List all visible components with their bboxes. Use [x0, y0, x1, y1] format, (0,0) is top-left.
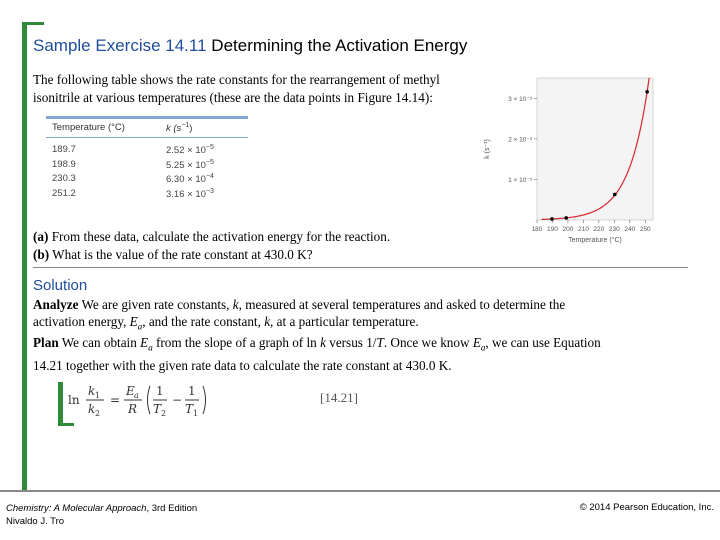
- analyze-paragraph: [33, 296, 618, 336]
- x-tick-label: 210: [577, 226, 589, 233]
- analyze-text: We are given rate constants, k, measured at several temperatures and asked to determine the activation energy, $E_a$, and the rate constant, k, at a particular temperature.: [33, 297, 566, 332]
- x-tick-label: 180: [531, 226, 543, 233]
- footer-copyright: © 2014 Pearson Education, Inc.: [579, 502, 714, 513]
- plan-paragraph: [33, 334, 618, 374]
- svg-text:2: 2: [95, 409, 101, 418]
- chart-svg: [475, 70, 660, 250]
- y-tick-label: 1 × 10⁻³: [508, 176, 532, 184]
- table-top-rule: [46, 116, 248, 119]
- table-header-k: k $(s^{-1})$: [166, 122, 193, 135]
- table-cell-temperature: 189.7: [52, 144, 76, 155]
- data-point: [564, 216, 568, 220]
- data-point: [613, 193, 617, 197]
- title-exercise-number: Sample Exercise 14.11: [33, 36, 207, 55]
- table-cell-temperature: 251.2: [52, 187, 76, 199]
- rate-vs-temperature-chart: [475, 70, 660, 250]
- svg-text:1: 1: [156, 384, 164, 398]
- svg-text:T: T: [185, 402, 194, 416]
- table-cell-k: $5.25 \times 10^{-5}$: [166, 158, 214, 171]
- x-tick-label: 200: [562, 226, 574, 233]
- x-tick-label: 220: [593, 226, 605, 233]
- question-a: (a) From these data, calculate the activation energy for the reaction.: [33, 229, 391, 244]
- svg-text:ln: ln: [68, 393, 80, 407]
- data-point: [550, 217, 554, 221]
- solution-heading: Solution: [33, 277, 88, 294]
- footer-citation: [6, 502, 197, 528]
- plan-label: Plan: [33, 335, 59, 350]
- table-cell-k: $2.52 \times 10^{-5}$: [166, 144, 214, 157]
- table-cell-temperature: 198.9: [52, 158, 76, 170]
- question-text: [33, 228, 463, 264]
- svg-text:1: 1: [95, 391, 101, 400]
- equation-number: [14.21]: [320, 390, 358, 405]
- svg-text:1: 1: [193, 409, 199, 418]
- footer-rule: [0, 490, 720, 492]
- y-tick-label: 3 × 10⁻³: [508, 95, 532, 103]
- plan-text: We can obtain $E_a$ from the slope of a graph of ln k versus 1/T. Once we know $E_a$, we can use Equation 14.21 together with the given rate data to calculate the rate constant at 430.0 K.: [33, 335, 601, 373]
- table-header-temperature: Temperature (°C): [52, 122, 125, 133]
- analyze-label: Analyze: [33, 297, 79, 312]
- footer-edition: , 3rd Edition: [146, 503, 198, 514]
- x-tick-label: 190: [547, 226, 558, 233]
- question-b: (b) What is the value of the rate constant at 430.0 K?: [33, 247, 313, 262]
- section-separator: [33, 267, 688, 268]
- y-axis-label: k (s⁻¹): [484, 139, 491, 159]
- svg-text:=: =: [110, 393, 121, 407]
- rate-constant-table: [46, 116, 248, 206]
- footer-author: Nivaldo J. Tro: [6, 516, 65, 527]
- x-tick-label: 230: [608, 226, 620, 233]
- footer-book-title: Chemistry: A Molecular Approach: [6, 503, 147, 514]
- table-cell-k: $3.16 \times 10^{-3}$: [166, 187, 214, 200]
- svg-text:E: E: [126, 384, 135, 398]
- table-cell-temperature: 230.3: [52, 173, 76, 184]
- svg-text:1: 1: [188, 384, 196, 398]
- table-cell-k: $6.30 \times 10^{-4}$: [166, 173, 214, 186]
- x-tick-label: 250: [639, 226, 651, 233]
- table-header-rule: [46, 137, 248, 138]
- equation-svg: [66, 380, 316, 420]
- slide-title: [33, 36, 467, 56]
- x-tick-label: 240: [624, 226, 636, 233]
- y-tick-label: 2 × 10⁻³: [508, 136, 532, 144]
- svg-text:−: −: [172, 393, 183, 407]
- svg-text:k: k: [88, 384, 96, 398]
- svg-text:T: T: [153, 402, 162, 416]
- title-topic: Determining the Activation Energy: [206, 36, 468, 55]
- svg-text:a: a: [134, 391, 139, 400]
- svg-text:k: k: [88, 402, 96, 416]
- svg-text:2: 2: [161, 409, 167, 418]
- intro-text: The following table shows the rate constants for the rearrangement of methyl isonitrile at various temperatures (these are the data points in Figure 14.14):: [33, 72, 440, 105]
- data-point: [645, 90, 649, 94]
- svg-text:R: R: [128, 402, 138, 416]
- x-axis-label: Temperature (°C): [568, 237, 622, 244]
